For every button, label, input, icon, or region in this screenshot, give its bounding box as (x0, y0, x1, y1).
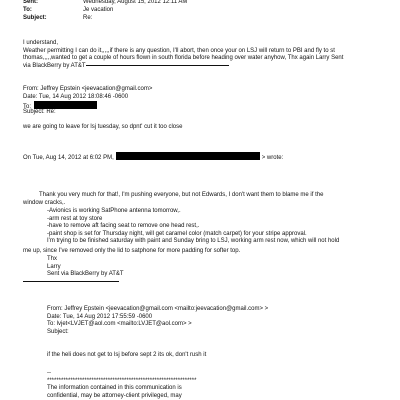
signature (47, 256, 124, 286)
list-item: -have to remove aft facing seat to remove one head rest,. (47, 223, 200, 230)
list-item: -Avionics is working SatPhone antenna tomorrow,. (47, 208, 181, 214)
quoted-reply (39, 192, 323, 200)
list-item: I'm trying to be finished saturday with paint and Sunday bring to LSJ, working arm rest now, which will not hold (47, 238, 340, 245)
separator-rule (86, 65, 229, 66)
notice-line: The information contained in this communication is (47, 385, 182, 392)
quoted-header (47, 306, 268, 336)
reply-line: I understand, (23, 40, 59, 46)
separator-rule-line (47, 279, 124, 287)
ellipsis-line: -- (47, 370, 51, 376)
reply-line: Thank you very much for that!, I'm pushing everyone, but not Edwards, I don't want them to blame me if the (39, 192, 324, 198)
thx-line: Thx (47, 256, 58, 262)
sent-value: Wednesday, August 15, 2012 12:11 AM (83, 0, 188, 5)
reply-line: me up, since I've removed only the lid to satphone for more padding for softer top. (23, 248, 241, 254)
email-header (23, 0, 187, 23)
stars-line: **************************************************************** (47, 377, 197, 384)
message-body: if the heli does not get to lsj before sept 2 its ok, don't rush it (47, 352, 207, 358)
reply-line: window cracks,. (23, 200, 66, 206)
reply-body (23, 40, 343, 70)
date-line: Date: Tue, 14 Aug 2012 18:08:46 -0600 (23, 93, 129, 100)
to-line: To: lvjet<LVJET@aol.com <mailto:LVJET@aol.com> > (47, 321, 192, 328)
notice-line: confidential, may be attorney-client privileged, may (47, 392, 182, 399)
subject-value: Re: (83, 15, 93, 21)
item-list (47, 208, 339, 246)
list-item: -paint shop is set for Thursday night, will get caramel color (match carpet) for your stripe approval. (47, 230, 307, 237)
to-line: To: (23, 101, 152, 109)
subject-label: Subject: (23, 15, 47, 21)
sent-label: Sent: (23, 0, 38, 5)
reply-line: Weather permitting I can do it,,,,,if there is any question, I'll abort, then once your on LSJ will return to PBI and fly to st (23, 47, 335, 54)
from-line: From: Jeffrey Epstein <jeevacation@gmail.com> (23, 86, 153, 92)
to-value: Je vacation (83, 7, 114, 13)
to-label: To: (23, 7, 32, 13)
disclaimer (47, 370, 196, 400)
redaction-box (116, 152, 260, 160)
reply-line: thomas,,,,,wanted to get a couple of hours flown in south florida before heading over water anyhow, Thx again Larry Sent (23, 55, 344, 62)
reply-line (23, 63, 343, 71)
list-item: -arm rest at toy store (47, 215, 103, 222)
redaction-box (34, 101, 97, 109)
date-line: Date: Tue, 14 Aug 2012 17:55:59 -0600 (47, 313, 153, 320)
message-body: we are going to leave for lsj tuesday, so dpnt' cut it too close (23, 124, 183, 130)
subject-line: Subject: Re: (23, 108, 56, 115)
quote-attribution: On Tue, Aug 14, 2012 at 6:02 PM, > wrote: (23, 152, 283, 163)
name-line: Larry (47, 263, 61, 270)
from-line: From: Jeffrey Epstein <jeevacation@gmail.com <mailto:jeevacation@gmail.com> > (47, 306, 269, 312)
quoted-header (23, 86, 152, 116)
reply-sig: via BlackBerry by AT&T (23, 62, 86, 69)
sig-line: Sent via BlackBerry by AT&T (47, 271, 124, 278)
subject-line: Subject: (47, 328, 69, 335)
separator-rule (23, 281, 119, 282)
